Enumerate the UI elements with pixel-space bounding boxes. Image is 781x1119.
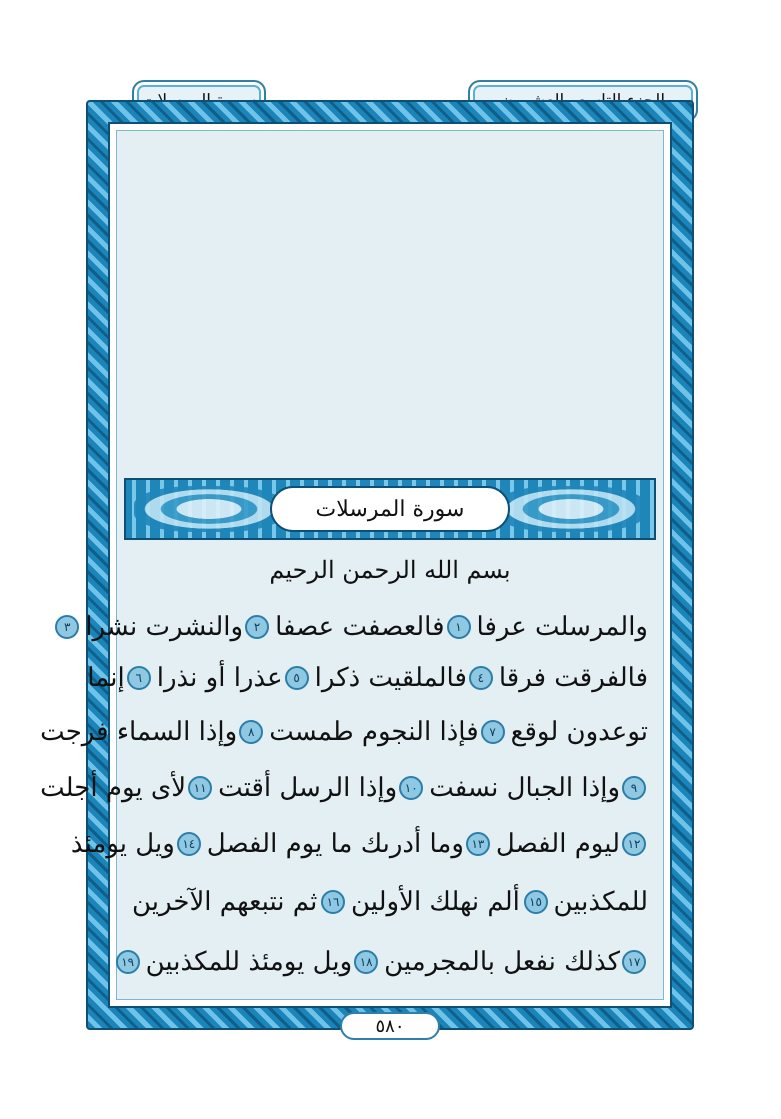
verse-line	[87, 656, 648, 700]
verse-line	[70, 822, 648, 866]
verse-line	[40, 766, 648, 810]
verse-text: والمرسلت عرفا	[476, 612, 648, 642]
verse-segment	[87, 663, 124, 693]
verse-text: فالفرقت فرقا	[498, 663, 648, 693]
verse-segment	[464, 829, 620, 859]
verse-number-marker: ٥	[285, 666, 309, 690]
verse-text: للمكذبين	[553, 887, 648, 917]
verse-text: وإذا الرسل أقتت	[218, 773, 398, 803]
verse-segment	[522, 887, 648, 917]
verse-number-marker: ١٣	[466, 832, 490, 856]
verse-segment	[467, 663, 648, 693]
verse-segment	[445, 612, 648, 642]
verse-segment	[40, 773, 186, 803]
verse-number-marker: ١١	[188, 776, 212, 800]
verse-text: فإذا النجوم طمست	[269, 717, 479, 747]
verse-segment	[352, 947, 620, 977]
verse-number-marker: ٩	[622, 776, 646, 800]
verse-number-marker: ١٧	[622, 950, 646, 974]
verse-text: ويل يومئذ	[70, 829, 175, 859]
verse-segment	[132, 887, 317, 917]
verse-text: والنشرت نشرا	[85, 612, 244, 642]
verse-number-marker: ١٤	[177, 832, 201, 856]
verse-segment	[620, 832, 648, 856]
verse-text: وما أدرىك ما يوم الفصل	[206, 829, 464, 859]
verse-line	[132, 880, 648, 924]
verse-segment	[53, 612, 243, 642]
verse-segment	[283, 663, 467, 693]
floral-ornament-left-icon	[134, 486, 284, 532]
verse-number-marker: ١٩	[116, 950, 140, 974]
verse-segment	[71, 829, 175, 859]
surah-title-plate	[270, 486, 510, 532]
verse-segment	[620, 776, 648, 800]
verse-segment	[40, 717, 237, 747]
verse-line	[40, 710, 648, 754]
verse-number-marker: ١٥	[524, 890, 548, 914]
verse-segment	[620, 950, 648, 974]
verse-text: ويل يومئذ للمكذبين	[145, 947, 353, 977]
verse-segment	[175, 829, 464, 859]
page-number-box	[340, 1012, 440, 1040]
verse-segment	[479, 717, 648, 747]
floral-ornament-right-icon	[496, 486, 646, 532]
verse-number-marker: ١٢	[622, 832, 646, 856]
verse-number-marker: ٧	[481, 720, 505, 744]
verse-number-marker: ١٠	[399, 776, 423, 800]
verse-text: ألم نهلك الأولين	[351, 887, 520, 917]
verse-text: إنما	[87, 663, 125, 693]
surah-title: سورة المرسلات	[315, 496, 465, 522]
verse-number-marker: ٢	[245, 615, 269, 639]
verse-number-marker: ٣	[55, 615, 79, 639]
verse-number-marker: ١٨	[354, 950, 378, 974]
verse-segment	[243, 612, 444, 642]
verse-segment	[186, 773, 397, 803]
verse-text: ليوم الفصل	[495, 829, 620, 859]
verse-number-marker: ٤	[469, 666, 493, 690]
verse-text: ثم نتبعهم الآخرين	[132, 887, 318, 917]
verse-line	[64, 605, 648, 649]
verse-text: لأى يوم أجلت	[40, 773, 187, 803]
verse-text: كذلك نفعل بالمجرمين	[384, 947, 620, 977]
verse-text: وإذا الجبال نسفت	[429, 773, 620, 803]
verse-text: وإذا السماء فرجت	[40, 717, 238, 747]
verse-text: فالعصفت عصفا	[275, 612, 445, 642]
verse-number-marker: ١	[447, 615, 471, 639]
verse-segment	[114, 947, 353, 977]
verse-segment	[397, 773, 620, 803]
verse-text: توعدون لوقع	[510, 717, 648, 747]
verse-segment	[125, 663, 283, 693]
verse-number-marker: ١٦	[321, 890, 345, 914]
basmala: بسم الله الرحمن الرحيم	[269, 556, 511, 584]
page-number: ٥٨٠	[375, 1015, 405, 1037]
verse-text: عذرا أو نذرا	[156, 663, 283, 693]
verse-number-marker: ٨	[239, 720, 263, 744]
verse-number-marker: ٦	[127, 666, 151, 690]
verse-text: فالملقيت ذكرا	[314, 663, 467, 693]
verse-segment	[319, 887, 520, 917]
verse-segment	[237, 717, 478, 747]
verse-line	[121, 940, 648, 984]
